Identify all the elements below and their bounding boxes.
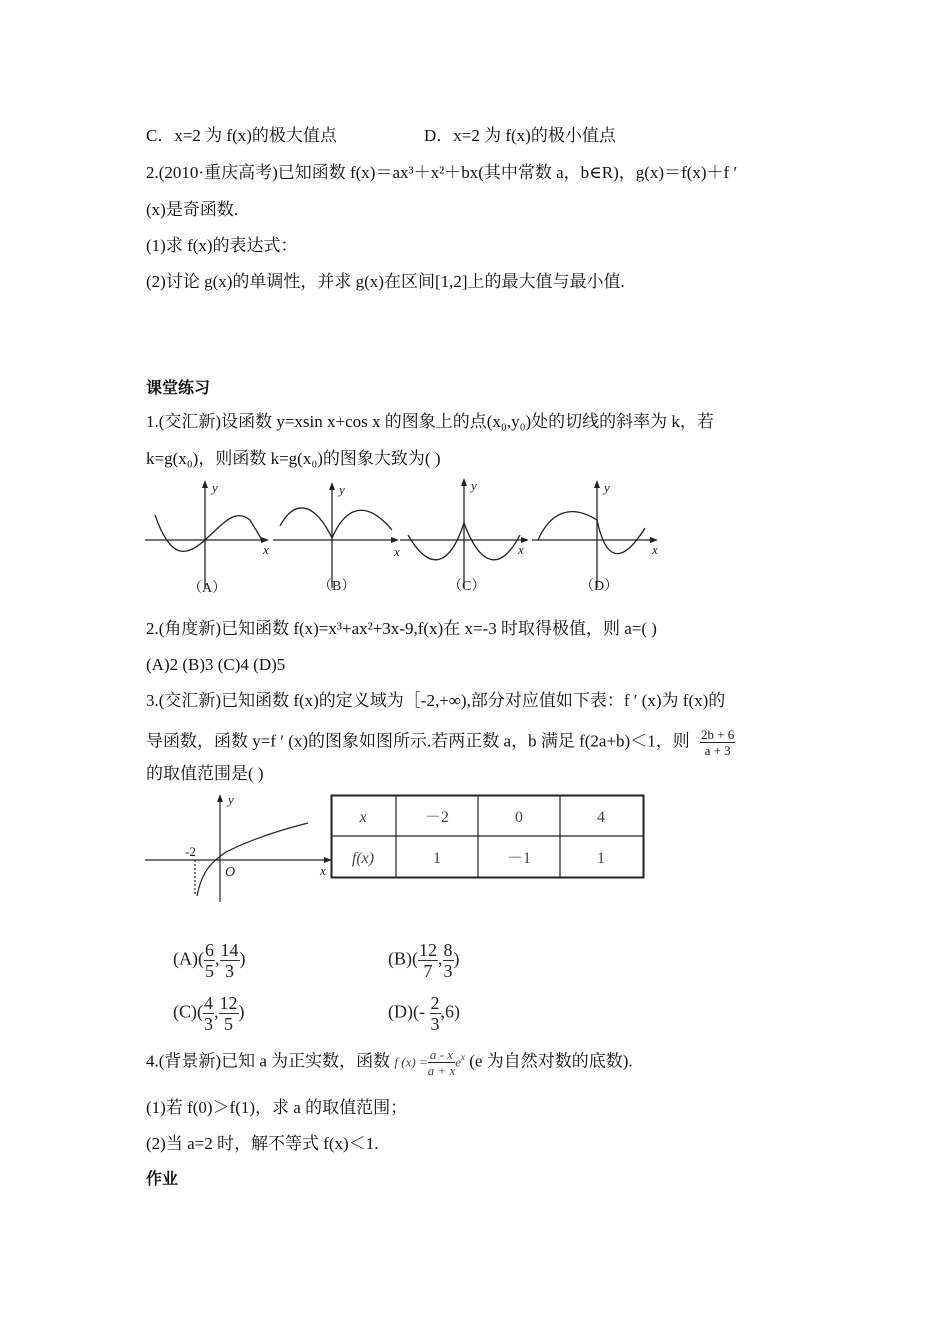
frac-den: 7 [423, 961, 433, 981]
p3-option-d [388, 993, 460, 1034]
graph-b-axis-x: x [394, 544, 400, 559]
option-label: (A) [173, 948, 198, 969]
frac-den: 3 [430, 1014, 440, 1034]
q2-line2: (x)是奇函数. [146, 200, 239, 219]
q2-line1: 2.(2010·重庆高考)已知函数 f(x)＝ax³＋x²＋bx(其中常数 a，b∈R)，g(x)＝f(x)＋f ′ [146, 163, 738, 182]
q2-part2: (2)讨论 g(x)的单调性，并求 g(x)在区间[1,2]上的最大值与最小值. [146, 272, 625, 291]
p3-option-b: (B)( $\frac{12}{7}$ , $\frac{8}{3}$ ) [388, 940, 460, 981]
graph-a-axis-x: x [263, 542, 269, 557]
option-d: D．x=2 为 f(x)的极小值点 [424, 126, 616, 145]
p4-fx: f (x) = [394, 1054, 428, 1070]
p3-fraction [700, 727, 735, 758]
p4-exp-sup: x [461, 1052, 466, 1062]
p4-prefix: 4.(背景新)已知 a 为正实数，函数 [146, 1051, 391, 1071]
homework-heading: 作业 [146, 1169, 179, 1188]
table-header-cell: －2 [424, 809, 450, 826]
frac-num: 8 [443, 940, 453, 960]
p4-line1 [146, 1046, 633, 1078]
option-c: C．x=2 为 f(x)的极大值点 [146, 126, 337, 145]
p4-part2: (2)当 a=2 时，解不等式 f(x)＜1. [146, 1134, 379, 1153]
p3-line3: 的取值范围是( ) [146, 764, 264, 783]
p3-graph-axis-x: x [320, 863, 326, 878]
p3-option-c: (C)( $\frac{4}{3}$ , $\frac{12}{5}$ ) [173, 993, 245, 1034]
p3-fraction-num: 2b + 6 [700, 727, 735, 742]
frac-num: 4 [204, 993, 213, 1013]
graph-c-label: （C） [448, 579, 486, 594]
q2-part1: (1)求 f(x)的表达式： [146, 236, 298, 255]
option-label: (B) [388, 948, 412, 969]
p3-derivative-graph [140, 790, 335, 905]
graph-c-axis-x: x [518, 542, 524, 557]
option-label: (D) [388, 1001, 413, 1022]
p3-line2-text: 导函数，函数 y=f ′ (x)的图象如图所示.若两正数 a，b 满足 f(2a+b)＜1，则 [146, 731, 690, 751]
option-label: (C) [173, 1001, 197, 1022]
frac-num: 12 [219, 993, 238, 1013]
graph-a-axis-y: y [212, 480, 218, 495]
graph-d-axis-x: x [652, 542, 658, 557]
graph-b-label: （B） [318, 579, 356, 594]
frac-num: 6 [205, 940, 214, 960]
p1-line2: k=g(x₀)，则函数 k=g(x₀)的图象大致为( ) [146, 449, 441, 468]
graph-b-axis-y: y [339, 482, 345, 497]
p1-line1: 1.(交汇新)设函数 y=xsin x+cos x 的图象上的点(x₀,y₀)处的切线的斜率为 k，若 [146, 412, 714, 431]
frac-num: 14 [220, 940, 239, 960]
p4-fraction-num: a - x [428, 1047, 456, 1063]
frac-num: 2 [430, 993, 440, 1013]
graph-d-label: （D） [580, 579, 619, 594]
table-row-fx: f(x) [351, 850, 375, 867]
table-row-cell: 1 [433, 850, 441, 867]
p3-graph-axis-y: y [228, 792, 234, 807]
option-suffix: ,6) [440, 1001, 460, 1022]
p3-line1: 3.(交汇新)已知函数 f(x)的定义域为［-2,+∞),部分对应值如下表：f ′ (x)为 f(x)的 [146, 691, 726, 710]
table-row-cell: 1 [597, 850, 605, 867]
p3-value-table [330, 794, 648, 880]
p4-fraction [428, 1047, 456, 1078]
frac-den: 5 [224, 1014, 233, 1034]
p4-part1: (1)若 f(0)＞f(1)，求 a 的取值范围； [146, 1098, 408, 1117]
p1-graphs [140, 478, 670, 598]
table-header-cell: 0 [515, 809, 523, 826]
p3-fraction-den: a + 3 [704, 743, 731, 758]
p3-graph-origin: O [225, 865, 236, 880]
p3-line2 [146, 727, 735, 758]
graph-a-label: （A） [188, 581, 227, 596]
p2-options: (A)2 (B)3 (C)4 (D)5 [146, 655, 286, 674]
p2-line1: 2.(角度新)已知函数 f(x)=x³+ax²+3x-9,f(x)在 x=-3 时取得极值，则 a=( ) [146, 619, 657, 638]
frac-den: 3 [204, 1014, 213, 1034]
frac-den: 5 [205, 961, 214, 981]
p4-suffix: (e 为自然对数的底数). [469, 1051, 633, 1071]
frac-den: 3 [443, 961, 453, 981]
frac-den: 3 [225, 961, 234, 981]
practice-heading: 课堂练习 [146, 378, 211, 397]
p3-graph-tick: -2 [185, 844, 196, 859]
p4-fraction-den: a + x [427, 1063, 456, 1079]
p4-exp: e [455, 1054, 462, 1070]
graph-d-axis-y: y [604, 480, 610, 495]
table-header-cell: 4 [597, 809, 605, 826]
graph-c-axis-y: y [471, 478, 477, 493]
option-prefix: (- [413, 1001, 425, 1022]
p3-option-a: (A)( $\frac{6}{5}$ , $\frac{14}{3}$ ) [173, 940, 246, 981]
table-header-x: x [359, 809, 367, 826]
frac-num: 12 [419, 940, 437, 960]
table-row-cell: －1 [506, 850, 532, 867]
